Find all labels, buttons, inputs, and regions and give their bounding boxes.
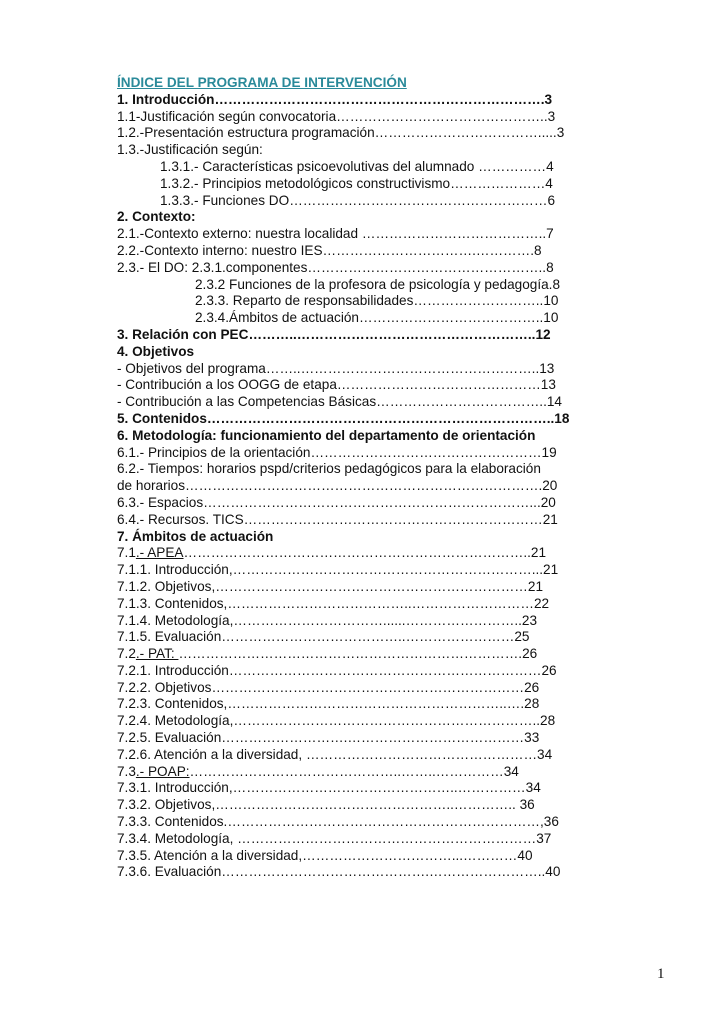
toc-entry-label: 1.3.2.- Principios metodológicos constructivismo: [160, 175, 451, 191]
toc-entry-page: 28: [540, 713, 556, 729]
toc-entry-leader: …………………………………………………………: [237, 830, 537, 846]
toc-entry-label: 5. Contenidos: [117, 410, 207, 426]
page-number: 1: [657, 966, 665, 982]
toc-entry-leader: ……………………………………………………………: [211, 679, 525, 695]
toc-entry-label: 6.2.- Tiempos: horarios pspd/criterios pedagógicos para la elaboración: [117, 461, 541, 477]
toc-entry-label: 7.2.3. Contenidos,: [117, 696, 228, 712]
toc-entry-leader: …………………………………………..……………: [232, 780, 526, 796]
toc-entry: [117, 226, 597, 243]
toc-entry: [117, 344, 597, 361]
toc-entry-label: de horarios: [117, 478, 186, 494]
toc-entry-label: 7.3: [117, 763, 136, 779]
toc-entry-leader: …………………………………..………………………: [227, 595, 534, 611]
toc-entry: [117, 730, 597, 747]
toc-entry: [117, 596, 597, 613]
toc-entry-section-name: .- APEA: [135, 545, 184, 561]
toc-entry-page: 26: [541, 662, 557, 678]
toc-entry-leader: ………..……………………………………………..: [248, 326, 536, 342]
toc-entry: [117, 193, 597, 210]
toc-entry-leader: ……………………….…………………………………: [221, 730, 525, 746]
toc-entry-page: 36: [519, 797, 535, 813]
toc-entry-page: 34: [503, 763, 519, 779]
table-of-contents: [117, 75, 597, 881]
toc-entry-label: 3. Relación con PEC: [117, 326, 249, 342]
toc-entry-page: 12: [535, 326, 551, 342]
toc-entry-leader: ………………………………..: [376, 394, 547, 410]
toc-entry-page: 20: [542, 478, 558, 494]
toc-entry-label: 1.1-Justificación según convocatoria: [117, 108, 337, 124]
toc-entry-leader: …………………………………..: [358, 310, 544, 326]
toc-entry-leader: ……………………………………………………………: [228, 662, 542, 678]
toc-entry-label: 7.2.4. Metodología,: [117, 713, 234, 729]
toc-entry-leader: …………………………………………………: [289, 192, 548, 208]
toc-entry-label: 1. Introducción: [117, 91, 215, 107]
toc-entry: [117, 512, 597, 529]
toc-entry-label: 7.3.3. Contenidos.: [117, 814, 228, 830]
toc-entry: [117, 109, 597, 126]
toc-entry: [117, 613, 597, 630]
toc-entry-page: 14: [546, 394, 562, 410]
toc-entry: [117, 780, 597, 797]
toc-entry-page: 3: [547, 108, 556, 124]
toc-entry-label: - Objetivos del programa: [117, 360, 266, 376]
toc-entry-leader: …………………………….………….: [322, 242, 535, 258]
toc-entry-label: 7.1: [117, 545, 136, 561]
toc-entry-leader: …………………………………………………………: [243, 511, 543, 527]
toc-entry-leader: ……………………………………………: [310, 444, 542, 460]
toc-entry-page: 4: [546, 158, 554, 174]
toc-entry-page: 40: [517, 847, 533, 863]
toc-entry-leader: …………………………………………………………..: [233, 713, 541, 729]
toc-entry-label: 2. Contexto:: [117, 209, 196, 225]
toc-entry: [117, 428, 597, 445]
toc-entry-page: 25: [514, 629, 530, 645]
toc-entry-page: 23: [521, 612, 538, 628]
toc-entry-leader: ………………………………………: [336, 377, 541, 393]
toc-entry-leader: ………………………………………………………………….: [178, 646, 523, 662]
toc-entry: [117, 646, 597, 663]
toc-entry-leader: …………………………………..: [361, 226, 547, 242]
toc-entry-leader: ……………………………………………………………: [215, 578, 528, 594]
toc-entry-leader: ……………………………………………………………,: [227, 814, 544, 830]
toc-entry-page: 28: [524, 696, 540, 712]
toc-entry-leader: ……………………………………….……………………..: [221, 864, 546, 880]
toc-entry-label: 6.3.- Espacios: [117, 494, 204, 510]
toc-entry: [117, 327, 597, 344]
toc-entry: [117, 545, 597, 562]
toc-entry: [117, 864, 597, 881]
toc-entry-label: 7.3.1. Introducción,: [117, 780, 233, 796]
toc-entry-page: 36: [543, 814, 559, 830]
toc-entry-label: 2.3.- El DO: 2.3.1.componentes: [117, 259, 308, 275]
toc-entry-page: 19: [541, 444, 557, 460]
toc-entry: [117, 176, 597, 193]
toc-entry-page: 10: [543, 293, 559, 309]
toc-entry: [117, 394, 597, 411]
toc-entry-page: 8: [534, 242, 542, 258]
toc-entry-label: 6.1.- Principios de la orientación: [117, 444, 311, 460]
toc-entry-label: 2.1.-Contexto externo: nuestra localidad: [117, 226, 362, 242]
toc-entry-label: 7. Ámbitos de actuación: [117, 528, 274, 544]
toc-entry: [117, 797, 597, 814]
toc-entry-label: 7.3.4. Metodología,: [117, 830, 238, 846]
toc-entry: [117, 831, 597, 848]
toc-entry-label: 1.2.-Presentación estructura programación: [117, 125, 375, 141]
toc-entry: [117, 377, 597, 394]
toc-entry-page: 21: [543, 562, 559, 578]
toc-entry-label: 7.1.3. Contenidos,: [117, 595, 228, 611]
toc-entry-label: 7.1.4. Metodología,: [117, 612, 234, 628]
toc-entry-label: 4. Objetivos: [117, 343, 195, 359]
toc-entry-leader: ……………………………......……………………..: [233, 612, 522, 628]
toc-entry-label: - Contribución a los OOGG de etapa: [117, 377, 337, 393]
toc-entry-page: 37: [536, 830, 552, 846]
toc-entry: [117, 445, 597, 462]
toc-entry: [117, 663, 597, 680]
toc-entry-page: 10: [543, 310, 559, 326]
toc-entry-label: 7.3.6. Evaluación: [117, 864, 222, 880]
toc-entry-leader: …………………: [450, 175, 546, 191]
toc-entry-leader: …………………………………………………………………….: [185, 478, 543, 494]
toc-entry-page: 34: [525, 780, 541, 796]
toc-entry: [117, 680, 597, 697]
toc-entry-label: 1.3.-Justificación según:: [117, 142, 263, 158]
toc-entry-leader: ……………………………………………..…………..: [215, 797, 520, 813]
toc-entry-leader: ……………………………………………..: [307, 259, 547, 275]
toc-entry-page: 26: [522, 646, 538, 662]
toc-entry: [117, 529, 597, 546]
toc-entry: [117, 411, 597, 428]
toc-entry: [117, 260, 597, 277]
toc-entry: [117, 848, 597, 865]
toc-entry-leader: …………………………………………………………………..: [183, 545, 531, 561]
toc-entry-page: 3: [556, 125, 565, 141]
toc-entry-label: 7.3.2. Objetivos,: [117, 797, 216, 813]
toc-entry-page: 4: [545, 175, 553, 191]
toc-entry-leader: ……………………………….....: [374, 125, 557, 141]
toc-entry-label: 7.1.2. Objetivos,: [117, 578, 216, 594]
toc-entry-leader: ………………………..: [413, 293, 544, 309]
toc-entry-leader: ………………………………………………………………...: [203, 494, 541, 510]
toc-entry-page: 33: [524, 730, 540, 746]
toc-entry-label: 1.3.1.- Características psicoevolutivas del alumnado: [160, 158, 479, 174]
toc-entry-page: 34: [537, 746, 553, 762]
toc-entry-page: 6: [547, 192, 556, 208]
toc-entry-leader: ………………………………………..……..……………: [189, 763, 504, 779]
toc-entry: [117, 579, 597, 596]
toc-entry-page: 21: [527, 578, 544, 594]
toc-entry-label: 2.3.3. Reparto de responsabilidades: [195, 293, 414, 309]
toc-entry-leader: ……..……………………………………………..: [265, 360, 540, 376]
toc-entry: [117, 713, 597, 730]
toc-entry-page: 26: [524, 679, 540, 695]
toc-entry: [117, 814, 597, 831]
toc-entry-label: 6. Metodología: funcionamiento del departamento de orientación: [117, 427, 536, 443]
toc-entry: [117, 277, 597, 294]
toc-entry: [117, 629, 597, 646]
toc-entry-leader: ……………: [478, 158, 547, 174]
toc-entry: [117, 495, 597, 512]
toc-entry-leader: …………………………………………………………………..: [206, 410, 555, 426]
toc-entry: [117, 243, 597, 260]
toc-entry: [117, 209, 597, 226]
toc-entry-page: 3: [544, 91, 553, 107]
toc-entry-label: - Contribución a las Competencias Básicas: [117, 394, 377, 410]
toc-entry-label: 6.4.- Recursos. TICS: [117, 511, 244, 527]
toc-entry-leader: ……………………………………………………..….: [227, 696, 525, 712]
toc-entry-label: 7.2.1. Introducción: [117, 662, 229, 678]
toc-entry: [117, 764, 597, 781]
toc-entry-page: 21: [542, 511, 558, 527]
toc-entry: [117, 159, 597, 176]
toc-entry-leader: …………………………………..……………………: [221, 629, 515, 645]
toc-entry: [117, 696, 597, 713]
toc-entry-leader: …………………………………………………………...: [232, 562, 544, 578]
toc-entry: [117, 461, 597, 478]
toc-entry-page: 20: [540, 494, 556, 510]
toc-entry: [117, 747, 597, 764]
toc-entry-leader: ………………………………………..: [336, 108, 548, 124]
toc-title: ÍNDICE DEL PROGRAMA DE INTERVENCIÓN: [117, 75, 407, 90]
toc-entries: [117, 92, 597, 881]
toc-entry-page: 13: [540, 377, 556, 393]
toc-entry-page: 7: [546, 226, 554, 242]
toc-entry-page: 13: [539, 360, 555, 376]
toc-entry-section-name: .- POAP:: [135, 763, 190, 779]
toc-entry: [117, 562, 597, 579]
toc-entry-label: 1.3.3.- Funciones DO: [160, 192, 290, 208]
toc-entry-leader: ……………………………………………………………….: [214, 91, 545, 107]
toc-entry-label: 7.1.5. Evaluación: [117, 629, 222, 645]
toc-entry-label: 7.2.6. Atención a la diversidad,: [117, 746, 306, 762]
toc-entry: [117, 478, 597, 495]
toc-entry-page: 8: [546, 259, 554, 275]
toc-entry-label: 7.2: [117, 646, 136, 662]
toc-entry-section-name: .- PAT:: [135, 646, 179, 662]
toc-entry-page: 21: [530, 545, 547, 561]
toc-entry: [117, 142, 597, 159]
toc-entry-label: 2.3.4.Ámbitos de actuación: [195, 310, 359, 326]
toc-entry-label: 2.2.-Contexto interno: nuestro IES: [117, 242, 323, 258]
toc-entry-label: 7.2.5. Evaluación: [117, 730, 222, 746]
toc-entry-page: 8: [552, 276, 561, 292]
toc-entry: [117, 92, 597, 109]
toc-entry-label: 7.3.5. Atención a la diversidad,: [117, 847, 303, 863]
toc-entry: [117, 125, 597, 142]
toc-entry-label: 2.3.2 Funciones de la profesora de psicología y pedagogía.: [195, 276, 553, 292]
toc-entry-page: 22: [533, 595, 550, 611]
toc-entry-label: 7.2.2. Objetivos: [117, 679, 212, 695]
toc-entry-page: 18: [554, 410, 570, 426]
toc-entry-page: 40: [545, 864, 561, 880]
toc-entry-leader: ……………………………...…………: [302, 847, 518, 863]
toc-entry: [117, 310, 597, 327]
toc-entry: [117, 361, 597, 378]
toc-entry-leader: ……………………………………………: [305, 746, 538, 762]
toc-entry: [117, 293, 597, 310]
toc-entry-label: 7.1.1. Introducción,: [117, 562, 233, 578]
